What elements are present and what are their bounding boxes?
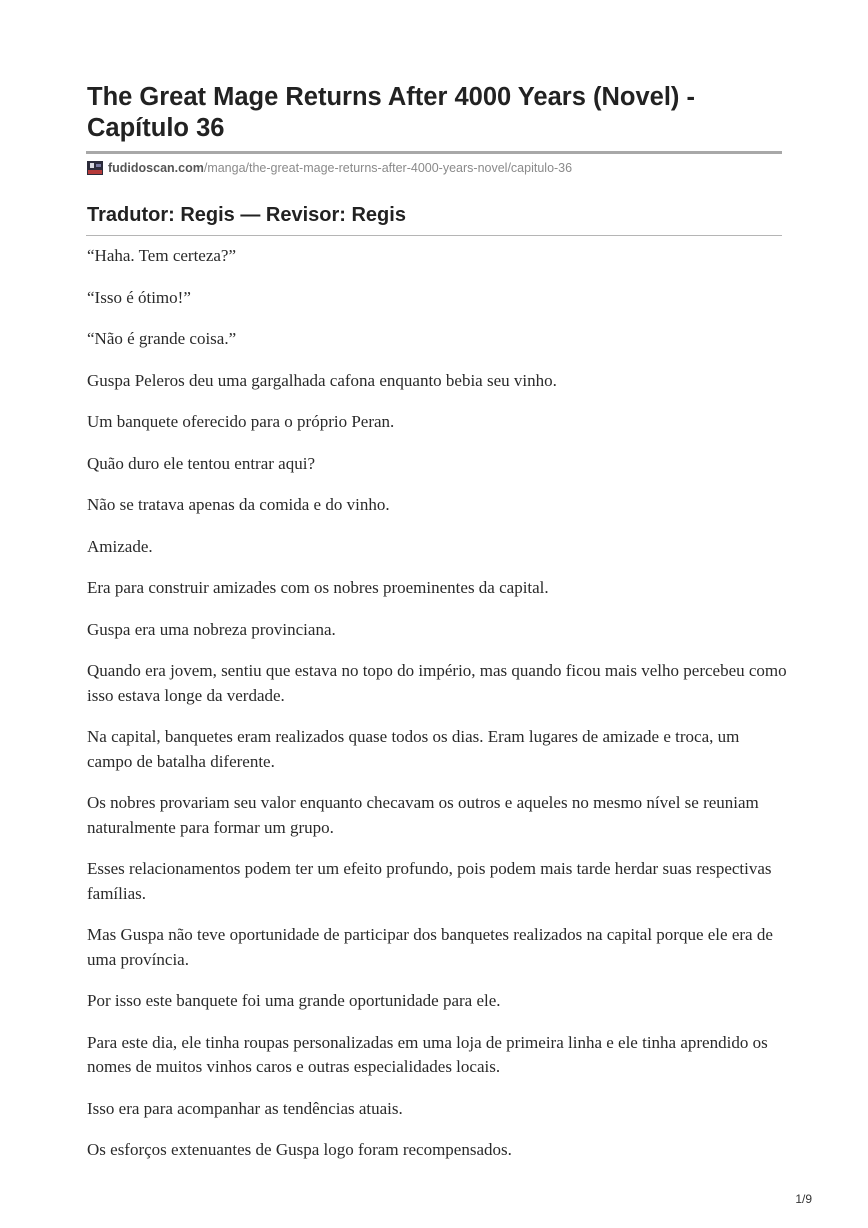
page-title: The Great Mage Returns After 4000 Years (Novel) - Capítulo 36 (87, 83, 695, 142)
paragraph: Esses relacionamentos podem ter um efeito profundo, pois podem mais tarde herdar suas respectivas famílias. (87, 859, 772, 903)
paragraph: Não se tratava apenas da comida e do vinho. (87, 495, 390, 514)
paragraph: Mas Guspa não teve oportunidade de participar dos banquetes realizados na capital porque ele era de uma província. (87, 925, 773, 969)
source-url[interactable] (87, 159, 572, 177)
paragraph: Era para construir amizades com os nobres proeminentes da capital. (87, 578, 549, 597)
credits-divider (86, 235, 782, 236)
paragraph: Na capital, banquetes eram realizados quase todos os dias. Eram lugares de amizade e troca, um campo de batalha diferente. (87, 727, 740, 771)
paragraph: Quando era jovem, sentiu que estava no topo do império, mas quando ficou mais velho percebeu como isso estava longe da verdade. (87, 661, 787, 705)
paragraph: Para este dia, ele tinha roupas personalizadas em uma loja de primeira linha e ele tinha aprendido os nomes de muitos vinhos caros e outras especialidades locais. (87, 1032, 768, 1076)
paragraph: “Não é grande coisa.” (87, 329, 237, 348)
site-favicon-icon (87, 161, 103, 175)
paragraph: Os nobres provariam seu valor enquanto checavam os outros e aqueles no mesmo nível se reuniam naturalmente para formar um grupo. (87, 793, 759, 837)
paragraph: Um banquete oferecido para o próprio Peran. (87, 412, 395, 431)
chapter-body (87, 244, 787, 1180)
paragraph: Os esforços extenuantes de Guspa logo foram recompensados. (87, 1140, 512, 1159)
paragraph: “Haha. Tem certeza?” (87, 246, 237, 265)
paragraph: Guspa Peleros deu uma gargalhada cafona enquanto bebia seu vinho. (87, 370, 557, 390)
paragraph: Isso era para acompanhar as tendências atuais. (87, 1098, 403, 1118)
paragraph: Por isso este banquete foi uma grande oportunidade para ele. (87, 991, 501, 1010)
paragraph: Guspa era uma nobreza provinciana. (87, 619, 336, 639)
source-path: /manga/the-great-mage-returns-after-4000-years-novel/capitulo-36 (203, 161, 573, 175)
title-divider (86, 151, 782, 154)
source-domain: fudidoscan.com (108, 161, 204, 175)
page-number: 1/9 (795, 1192, 812, 1206)
paragraph: Quão duro ele tentou entrar aqui? (87, 453, 315, 473)
paragraph: Amizade. (87, 536, 153, 556)
credits-heading: Tradutor: Regis — Revisor: Regis (87, 204, 406, 226)
paragraph: “Isso é ótimo!” (87, 287, 191, 307)
